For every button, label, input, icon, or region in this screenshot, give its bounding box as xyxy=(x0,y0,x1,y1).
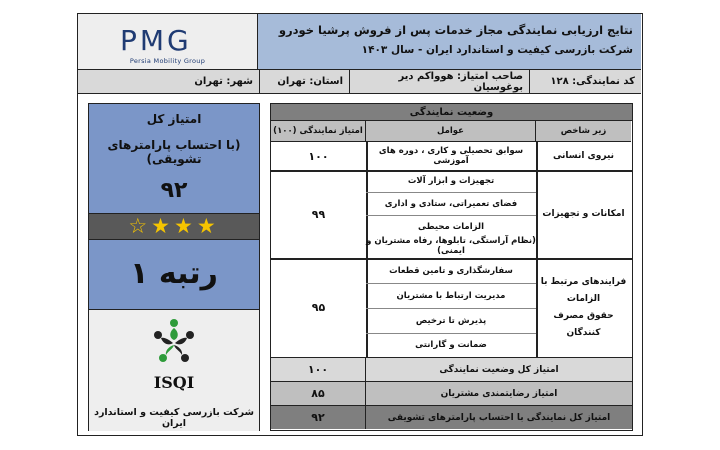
isqi-logo-text: ISQI xyxy=(153,373,195,392)
summary-total-label: امتیاز کل نمایندگی با احتساب پارامترهای تشویقی xyxy=(387,412,611,423)
summary-row-status xyxy=(271,358,632,381)
title-line2: شرکت بازرسی کیفیت و استاندارد ایران - سال ۱۴۰۳ xyxy=(361,44,633,56)
factor-environment: الزامات محیطی xyxy=(418,221,484,232)
org-name: شرکت بازرسی کیفیت و استاندارد ایران xyxy=(94,407,254,429)
summary-satisfaction-value: ۸۵ xyxy=(271,382,366,405)
summary-status-label: امتیاز کل وضعیت نمایندگی xyxy=(439,364,559,375)
score-panel xyxy=(88,103,260,431)
dealer-owner: صاحب امتیاز: هوواکم دیر بوغوسیان xyxy=(349,70,529,93)
report-title xyxy=(258,14,641,69)
col-header-indicator: زیر شاخص xyxy=(536,121,631,142)
score-facilities: ۹۹ xyxy=(311,207,326,221)
factor-customer-relations: مدیریت ارتباط با مشتریان xyxy=(396,290,506,301)
dealer-city: شهر: تهران xyxy=(194,76,253,87)
title-line1: نتایج ارزیابی نمایندگی مجاز خدمات پس از فروش پرشیا خودرو xyxy=(278,23,633,37)
factor-education-training: سوابق تحصیلی و کاری ، دوره های آموزشی xyxy=(378,146,524,166)
star-rating xyxy=(89,214,259,240)
pmg-logo xyxy=(78,14,258,69)
header xyxy=(78,14,641,70)
total-score-value: ۹۲ xyxy=(160,178,188,203)
indicator-facilities: امکانات و تجهیزات xyxy=(542,209,625,219)
score-human-resources: ۱۰۰ xyxy=(308,149,329,163)
indicator-human-resources: نیروی انسانی xyxy=(552,151,615,161)
factor-reception-release: پذیرش تا ترخیص xyxy=(415,315,487,326)
score-processes: ۹۵ xyxy=(311,301,326,314)
pmg-logo-text: PMG xyxy=(120,24,192,57)
dealer-province: استان: تهران xyxy=(259,70,349,93)
indicator-processes xyxy=(536,258,631,357)
pmg-logo-subtitle: Persia Mobility Group xyxy=(129,57,206,65)
factor-parts-ordering: سفارشگذاری و تامین قطعات xyxy=(389,265,513,276)
isqi-block xyxy=(89,310,259,431)
total-score-label: امتیاز کل xyxy=(146,112,202,126)
summary-status-value: ۱۰۰ xyxy=(271,358,366,381)
summary-satisfaction-label: امتیاز رضایتمندی مشتریان xyxy=(440,388,558,399)
factor-tools: تجهیزات و ابزار آلات xyxy=(407,176,495,186)
total-score-box xyxy=(89,104,259,214)
total-score-sublabel: (با احتساب پارامترهای تشویقی) xyxy=(107,138,241,166)
factor-space: فضای تعمیراتی، ستادی و اداری xyxy=(384,199,518,209)
dealer-info-row xyxy=(78,70,641,94)
dealer-code: کد نمایندگی: ۱۲۸ xyxy=(529,70,641,93)
summary-row-satisfaction xyxy=(271,382,632,405)
col-header-score: امتیاز نمایندگی (۱۰۰) xyxy=(271,121,366,142)
isqi-logo-icon xyxy=(151,318,197,364)
star-full-icons: ★★★ xyxy=(151,214,220,238)
dealer-status-table xyxy=(270,103,633,431)
col-header-factors: عوامل xyxy=(366,121,536,142)
factor-warranty: ضمانت و گارانتی xyxy=(415,340,487,350)
summary-total-value: ۹۲ xyxy=(271,406,366,429)
summary-row-total xyxy=(271,406,632,429)
table-title: وضعیت نمایندگی xyxy=(271,104,632,121)
star-empty-icon: ☆ xyxy=(128,214,152,238)
report-card xyxy=(77,13,643,436)
factor-environment-detail: (نظام آراستگی، تابلوها، رفاه مشتریان و ایمنی) xyxy=(366,236,536,256)
indicator-processes-line1: فرایندهای مرتبط با الزامات xyxy=(540,276,627,304)
rank-badge: رتبه ۱ xyxy=(89,240,259,310)
indicator-processes-line2: حقوق مصرف کنندگان xyxy=(553,310,614,338)
